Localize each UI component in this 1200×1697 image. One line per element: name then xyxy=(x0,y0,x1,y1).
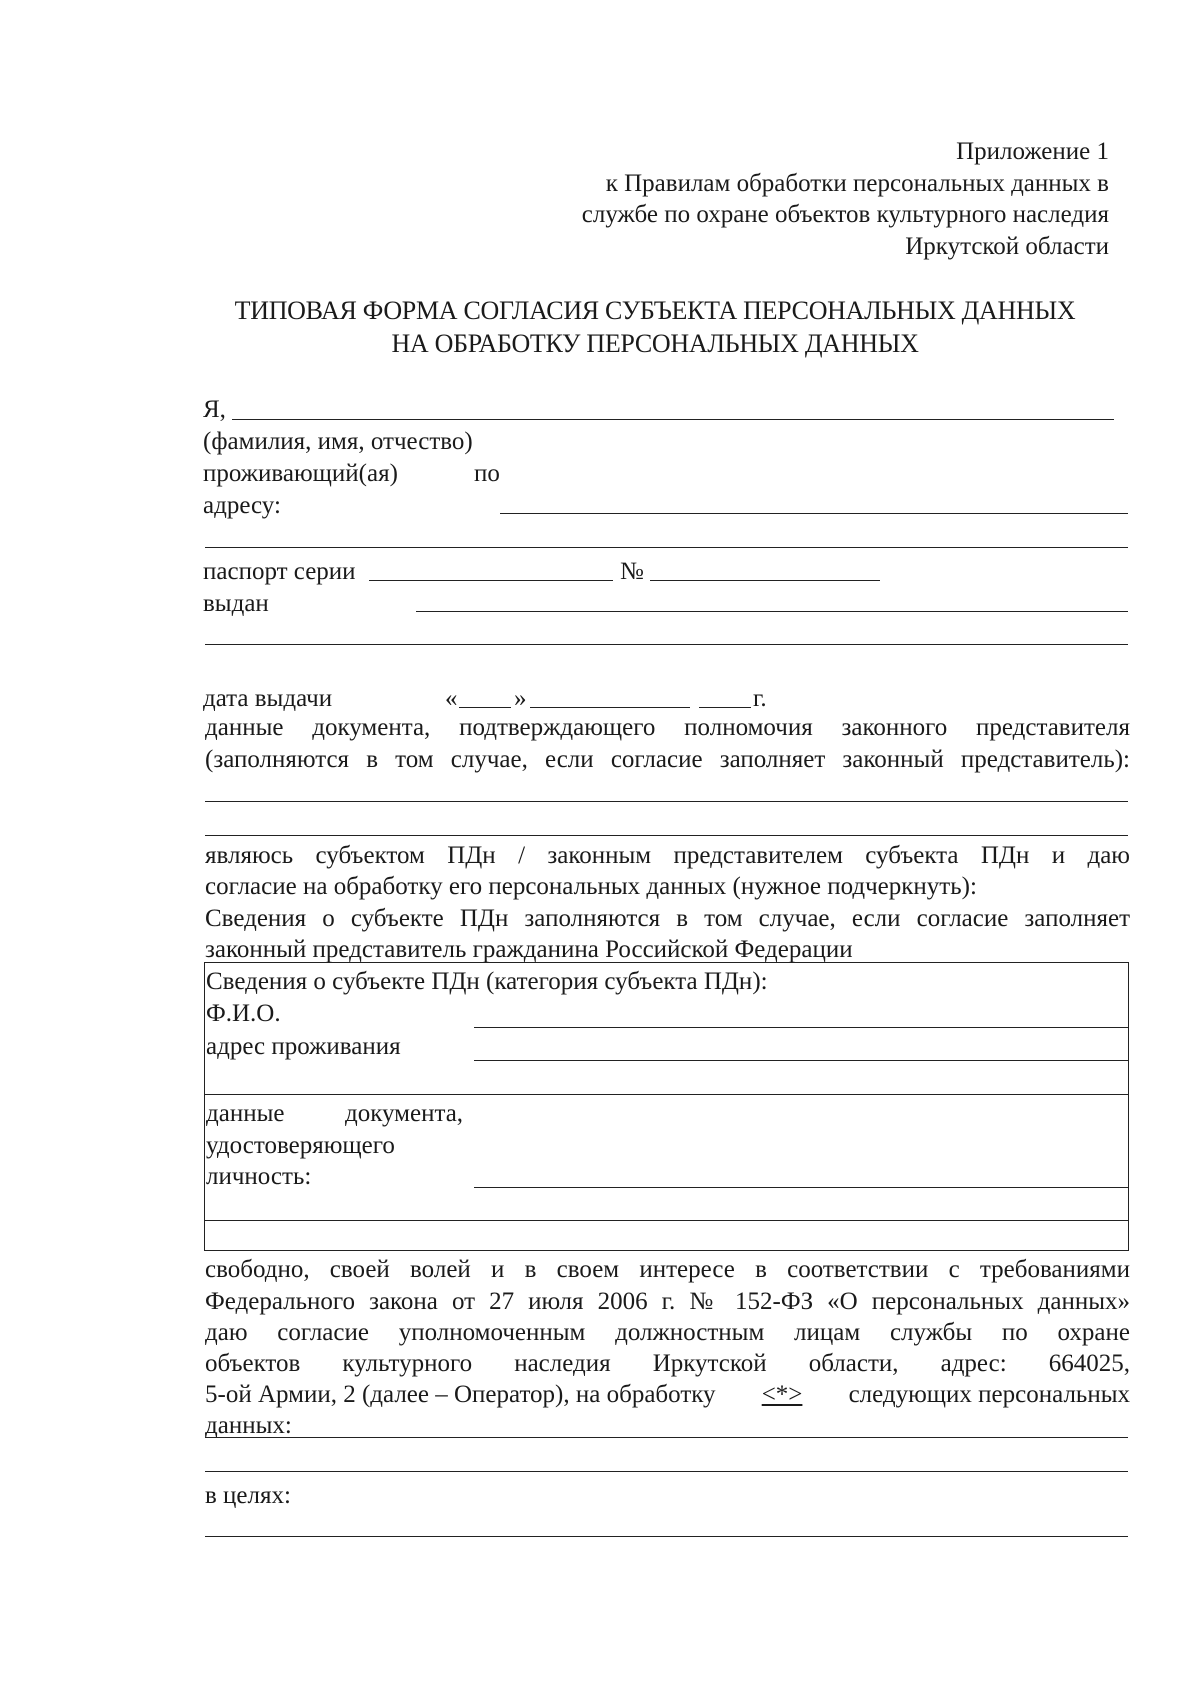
passport-number-field-line[interactable] xyxy=(650,580,880,581)
passport-series-label: паспорт серии xyxy=(203,558,356,585)
appendix-block xyxy=(582,136,1109,262)
table-doc-field-line[interactable] xyxy=(474,1187,1128,1188)
consent-line-5-start: 5-ой Армии, 2 (далее – Оператор), на обработку xyxy=(205,1381,716,1408)
subject-info-note-line-1: Сведения о субъекте ПДн заполняются в том случае, если согласие заполняет xyxy=(205,905,1130,932)
table-doc-label-line-3: личность: xyxy=(206,1163,312,1190)
ya-label: Я, xyxy=(203,396,226,423)
consent-line-5-end: следующих персональных xyxy=(848,1381,1130,1408)
consent-line-3: даю согласие уполномоченным должностным лицам службы по охране xyxy=(205,1319,1130,1346)
consent-line-5 xyxy=(205,1379,1130,1410)
appendix-line-2: к Правилам обработки персональных данных в xyxy=(605,169,1109,197)
issue-day-field-line[interactable] xyxy=(459,707,511,708)
title-line-2: НА ОБРАБОТКУ ПЕРСОНАЛЬНЫХ ДАННЫХ xyxy=(391,329,919,358)
consent-line-1: свободно, своей волей и в своем интересе в соответствии с требованиями xyxy=(205,1256,1130,1283)
table-doc-label-line-2: удостоверяющего xyxy=(206,1132,395,1159)
personal-data-field-line-2[interactable] xyxy=(205,1471,1128,1472)
date-quote-open: « xyxy=(445,685,458,712)
table-fio-field-line[interactable] xyxy=(474,1027,1128,1028)
purposes-field-line[interactable] xyxy=(205,1536,1128,1537)
table-residence-label: адрес проживания xyxy=(206,1033,401,1060)
appendix-line-4: Иркутской области xyxy=(905,232,1109,260)
issued-field-line[interactable] xyxy=(416,611,1128,612)
appendix-line-3: службе по охране объектов культурного наследия xyxy=(581,201,1109,228)
table-row-divider-2 xyxy=(204,1220,1129,1221)
issue-year-field-line[interactable] xyxy=(699,707,751,708)
table-header: Сведения о субъекте ПДн (категория субъекта ПДн): xyxy=(206,968,768,995)
table-fio-label: Ф.И.О. xyxy=(206,1000,281,1027)
table-doc-label-a: данные xyxy=(206,1100,285,1127)
address-label: адресу: xyxy=(203,492,281,519)
subject-info-note-line-2: законный представитель гражданина Российской Федерации xyxy=(205,936,853,963)
date-quote-close: » xyxy=(514,685,527,712)
footnote-link[interactable]: <*> xyxy=(761,1381,803,1408)
issued-label: выдан xyxy=(203,590,269,617)
year-suffix: г. xyxy=(753,685,767,712)
representative-doc-line-2: (заполняются в том случае, если согласие заполняет законный представитель): xyxy=(205,746,1130,773)
consent-line-6: данных: xyxy=(205,1412,292,1439)
consent-line-4: объектов культурного наследия Иркутской области, адрес: 664025, xyxy=(205,1350,1130,1377)
fio-hint: (фамилия, имя, отчество) xyxy=(203,428,473,455)
personal-data-field-line[interactable] xyxy=(205,1437,1128,1438)
passport-series-field-line[interactable] xyxy=(369,580,613,581)
representative-doc-field-line[interactable] xyxy=(205,801,1128,802)
representative-doc-line-1: данные документа, подтверждающего полномочия законного представителя xyxy=(205,714,1130,741)
passport-number-label: № xyxy=(620,558,644,585)
residing-label-po: по xyxy=(474,460,500,487)
issue-month-field-line[interactable] xyxy=(530,707,690,708)
address-field-line-2[interactable] xyxy=(205,547,1128,548)
table-residence-field-line[interactable] xyxy=(474,1060,1128,1061)
subject-statement-line-2: согласие на обработку его персональных данных (нужное подчеркнуть): xyxy=(205,873,977,900)
issued-field-line-2[interactable] xyxy=(205,644,1128,645)
title-line-1: ТИПОВАЯ ФОРМА СОГЛАСИЯ СУБЪЕКТА ПЕРСОНАЛЬНЫХ ДАННЫХ xyxy=(234,296,1076,325)
representative-doc-field-line-2[interactable] xyxy=(205,835,1128,836)
issue-date-label: дата выдачи xyxy=(203,685,333,712)
fio-field-line[interactable] xyxy=(232,419,1114,420)
appendix-line-1: Приложение 1 xyxy=(956,138,1109,165)
document-title xyxy=(200,294,1110,360)
subject-info-table xyxy=(204,962,1129,1251)
table-row-divider-1 xyxy=(204,1094,1129,1095)
table-doc-label-b: документа, xyxy=(345,1100,464,1127)
address-field-line[interactable] xyxy=(500,513,1128,514)
residing-label: проживающий(ая) xyxy=(203,460,398,487)
purposes-label: в целях: xyxy=(205,1482,291,1509)
subject-statement-line-1: являюсь субъектом ПДн / законным представителем субъекта ПДн и даю xyxy=(205,842,1130,869)
consent-line-2: Федерального закона от 27 июля 2006 г. № 152-ФЗ «О персональных данных» xyxy=(205,1288,1130,1315)
